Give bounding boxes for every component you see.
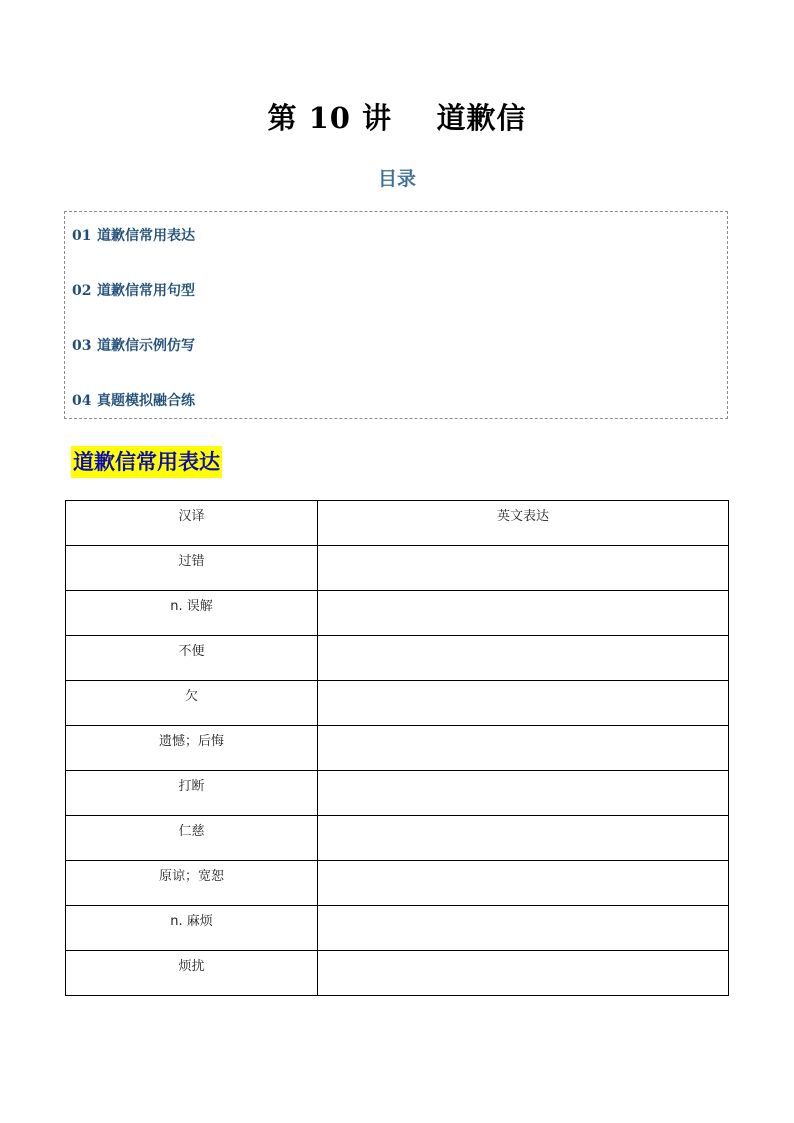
english-expression (318, 681, 728, 689)
table-row (66, 906, 729, 951)
english-expression (318, 951, 728, 959)
header-cell-english (318, 501, 729, 546)
table-row (66, 816, 729, 861)
chinese-term: 仁慈 (178, 824, 205, 839)
toc-item-2[interactable] (72, 280, 195, 302)
toc-item-number: 04 (72, 393, 92, 409)
header-label: 英文表达 (496, 509, 549, 524)
chinese-cell (66, 771, 318, 816)
english-expression (318, 816, 728, 824)
chinese-cell (66, 681, 318, 726)
chinese-term: 不便 (178, 644, 205, 659)
toc-item-label: 道歉信常用句型 (97, 283, 195, 299)
chinese-cell (66, 591, 318, 636)
toc-item-label: 道歉信示例仿写 (97, 338, 195, 354)
chinese-term: n. 麻烦 (170, 914, 213, 929)
header-cell-chinese (66, 501, 318, 546)
chinese-term: 遗憾；后悔 (158, 734, 224, 749)
chinese-cell (66, 906, 318, 951)
english-answer-cell[interactable] (318, 906, 729, 951)
english-expression (318, 726, 728, 734)
toc-item-3[interactable] (72, 335, 195, 357)
table-row (66, 951, 729, 996)
english-expression (318, 636, 728, 644)
chinese-cell (66, 636, 318, 681)
chinese-term: 打断 (178, 779, 205, 794)
chinese-term: 原谅；宽恕 (158, 869, 224, 884)
english-expression (318, 861, 728, 869)
english-answer-cell[interactable] (318, 636, 729, 681)
section-heading: 道歉信常用表达 (71, 446, 222, 478)
table-header-row (66, 501, 729, 546)
chinese-cell (66, 951, 318, 996)
chinese-cell (66, 816, 318, 861)
english-answer-cell[interactable] (318, 591, 729, 636)
chinese-cell (66, 546, 318, 591)
english-expression (318, 771, 728, 779)
chinese-term: 过错 (178, 554, 205, 569)
english-answer-cell[interactable] (318, 816, 729, 861)
english-answer-cell[interactable] (318, 951, 729, 996)
header-label: 汉译 (178, 509, 205, 524)
chinese-term: 欠 (184, 689, 198, 704)
toc-item-1[interactable] (72, 225, 195, 247)
english-answer-cell[interactable] (318, 546, 729, 591)
page-title: 第 10 讲 道歉信 (267, 101, 527, 135)
toc-item-number: 02 (72, 283, 92, 299)
english-expression (318, 546, 728, 554)
toc-item-4[interactable] (72, 390, 195, 412)
toc-item-label: 道歉信常用表达 (97, 228, 195, 244)
chinese-cell (66, 861, 318, 906)
chinese-term: 烦扰 (178, 959, 205, 974)
toc-item-label: 真题模拟融合练 (97, 393, 195, 409)
english-answer-cell[interactable] (318, 861, 729, 906)
toc-box (64, 211, 728, 419)
english-answer-cell[interactable] (318, 681, 729, 726)
english-expression (318, 906, 728, 914)
table-row (66, 771, 729, 816)
english-expression (318, 591, 728, 599)
toc-item-number: 03 (72, 338, 92, 354)
chinese-term: n. 误解 (170, 599, 213, 614)
table-row (66, 861, 729, 906)
english-answer-cell[interactable] (318, 726, 729, 771)
table-row (66, 636, 729, 681)
toc-item-number: 01 (72, 228, 92, 244)
toc-heading: 目录 (377, 168, 416, 190)
chinese-cell (66, 726, 318, 771)
vocab-table (65, 500, 729, 996)
english-answer-cell[interactable] (318, 771, 729, 816)
table-row (66, 591, 729, 636)
table-row (66, 726, 729, 771)
table-row (66, 546, 729, 591)
table-row (66, 681, 729, 726)
